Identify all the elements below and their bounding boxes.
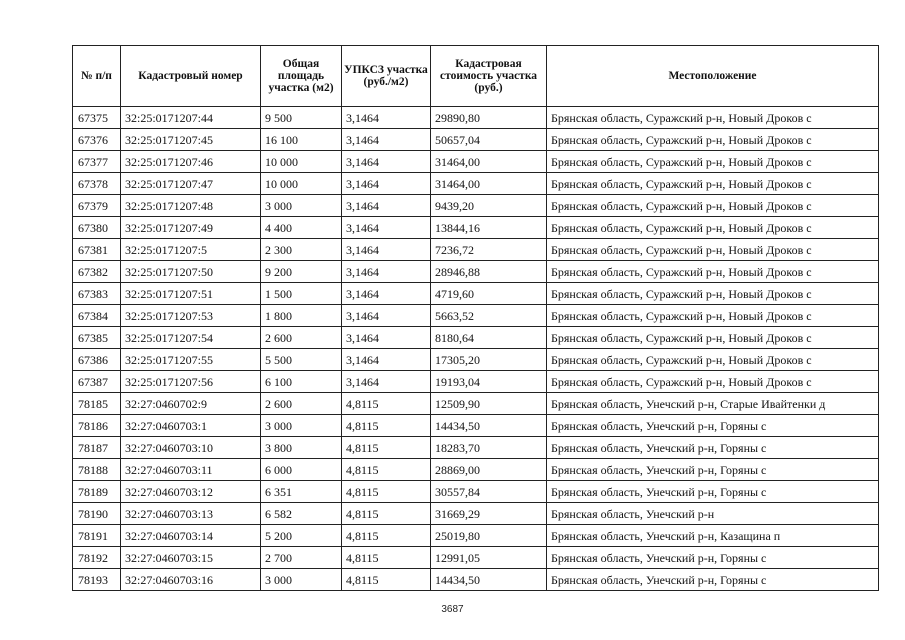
cell-area: 1 500 xyxy=(261,283,342,305)
cell-upksz: 3,1464 xyxy=(342,239,431,261)
cell-row-num: 67381 xyxy=(73,239,121,261)
table-row xyxy=(73,151,879,173)
table-row xyxy=(73,371,879,393)
cell-cadastral-number: 32:27:0460703:12 xyxy=(121,481,261,503)
cell-row-num: 78189 xyxy=(73,481,121,503)
cell-location: Брянская область, Суражский р-н, Новый Дроков с xyxy=(547,261,879,283)
cell-upksz: 3,1464 xyxy=(342,371,431,393)
cell-row-num: 67384 xyxy=(73,305,121,327)
cell-location: Брянская область, Суражский р-н, Новый Дроков с xyxy=(547,151,879,173)
table-row xyxy=(73,305,879,327)
header-area: Общая площадь участка (м2) xyxy=(261,46,342,107)
cell-area: 5 200 xyxy=(261,525,342,547)
cell-cadastral-value: 28869,00 xyxy=(431,459,547,481)
cell-row-num: 67380 xyxy=(73,217,121,239)
table-row xyxy=(73,481,879,503)
cell-cadastral-number: 32:27:0460703:13 xyxy=(121,503,261,525)
cell-location: Брянская область, Унечский р-н, Горяны с xyxy=(547,459,879,481)
cell-area: 9 200 xyxy=(261,261,342,283)
cell-upksz: 4,8115 xyxy=(342,437,431,459)
cell-cadastral-value: 13844,16 xyxy=(431,217,547,239)
table-row xyxy=(73,195,879,217)
cell-cadastral-value: 25019,80 xyxy=(431,525,547,547)
cell-cadastral-value: 17305,20 xyxy=(431,349,547,371)
cell-cadastral-value: 12509,90 xyxy=(431,393,547,415)
cell-cadastral-number: 32:27:0460703:11 xyxy=(121,459,261,481)
cell-location: Брянская область, Унечский р-н, Горяны с xyxy=(547,437,879,459)
cell-cadastral-value: 9439,20 xyxy=(431,195,547,217)
cell-cadastral-number: 32:25:0171207:54 xyxy=(121,327,261,349)
cell-location: Брянская область, Суражский р-н, Новый Дроков с xyxy=(547,283,879,305)
cell-cadastral-value: 14434,50 xyxy=(431,569,547,591)
cell-upksz: 3,1464 xyxy=(342,195,431,217)
cell-area: 6 351 xyxy=(261,481,342,503)
cell-cadastral-number: 32:25:0171207:51 xyxy=(121,283,261,305)
cell-cadastral-value: 5663,52 xyxy=(431,305,547,327)
cell-cadastral-value: 28946,88 xyxy=(431,261,547,283)
cell-cadastral-number: 32:27:0460703:16 xyxy=(121,569,261,591)
cell-area: 6 582 xyxy=(261,503,342,525)
cell-location: Брянская область, Суражский р-н, Новый Дроков с xyxy=(547,305,879,327)
table-row xyxy=(73,349,879,371)
table-body xyxy=(73,107,879,591)
table-row xyxy=(73,173,879,195)
cell-area: 3 000 xyxy=(261,415,342,437)
cell-row-num: 78187 xyxy=(73,437,121,459)
cell-area: 6 100 xyxy=(261,371,342,393)
cell-cadastral-number: 32:25:0171207:5 xyxy=(121,239,261,261)
cell-cadastral-value: 31464,00 xyxy=(431,173,547,195)
cell-cadastral-value: 18283,70 xyxy=(431,437,547,459)
table-row xyxy=(73,107,879,129)
cell-location: Брянская область, Унечский р-н, Горяны с xyxy=(547,547,879,569)
table-row xyxy=(73,503,879,525)
cell-cadastral-value: 29890,80 xyxy=(431,107,547,129)
cell-upksz: 3,1464 xyxy=(342,173,431,195)
table-row xyxy=(73,547,879,569)
cell-cadastral-value: 4719,60 xyxy=(431,283,547,305)
cell-location: Брянская область, Унечский р-н, Горяны с xyxy=(547,481,879,503)
cell-upksz: 3,1464 xyxy=(342,305,431,327)
cell-location: Брянская область, Суражский р-н, Новый Дроков с xyxy=(547,239,879,261)
cell-area: 4 400 xyxy=(261,217,342,239)
cell-upksz: 3,1464 xyxy=(342,283,431,305)
cell-cadastral-number: 32:27:0460703:1 xyxy=(121,415,261,437)
cell-area: 3 000 xyxy=(261,569,342,591)
cell-upksz: 4,8115 xyxy=(342,525,431,547)
cell-cadastral-number: 32:27:0460703:10 xyxy=(121,437,261,459)
table-row xyxy=(73,393,879,415)
cell-area: 5 500 xyxy=(261,349,342,371)
cell-cadastral-number: 32:27:0460702:9 xyxy=(121,393,261,415)
cell-row-num: 67378 xyxy=(73,173,121,195)
cell-area: 6 000 xyxy=(261,459,342,481)
cell-location: Брянская область, Суражский р-н, Новый Дроков с xyxy=(547,173,879,195)
cell-row-num: 78191 xyxy=(73,525,121,547)
cell-row-num: 78185 xyxy=(73,393,121,415)
table-row xyxy=(73,261,879,283)
cell-cadastral-number: 32:27:0460703:15 xyxy=(121,547,261,569)
cell-location: Брянская область, Суражский р-н, Новый Дроков с xyxy=(547,371,879,393)
cell-upksz: 3,1464 xyxy=(342,151,431,173)
header-location: Местоположение xyxy=(547,46,879,107)
cell-cadastral-number: 32:25:0171207:56 xyxy=(121,371,261,393)
cell-row-num: 67382 xyxy=(73,261,121,283)
cell-upksz: 3,1464 xyxy=(342,349,431,371)
cell-row-num: 67377 xyxy=(73,151,121,173)
cell-location: Брянская область, Суражский р-н, Новый Дроков с xyxy=(547,107,879,129)
cell-cadastral-value: 31669,29 xyxy=(431,503,547,525)
cell-location: Брянская область, Суражский р-н, Новый Дроков с xyxy=(547,129,879,151)
table-row xyxy=(73,327,879,349)
cadastral-value-table xyxy=(72,45,879,591)
cell-cadastral-value: 8180,64 xyxy=(431,327,547,349)
cell-upksz: 4,8115 xyxy=(342,503,431,525)
cell-location: Брянская область, Унечский р-н, Горяны с xyxy=(547,569,879,591)
cell-cadastral-value: 12991,05 xyxy=(431,547,547,569)
cell-location: Брянская область, Суражский р-н, Новый Дроков с xyxy=(547,327,879,349)
cell-location: Брянская область, Унечский р-н, Казащина п xyxy=(547,525,879,547)
cell-row-num: 67383 xyxy=(73,283,121,305)
header-num: № п/п xyxy=(73,46,121,107)
cell-cadastral-value: 31464,00 xyxy=(431,151,547,173)
cell-upksz: 3,1464 xyxy=(342,261,431,283)
table-row xyxy=(73,525,879,547)
cell-row-num: 67387 xyxy=(73,371,121,393)
cell-upksz: 3,1464 xyxy=(342,327,431,349)
table-row xyxy=(73,239,879,261)
cell-upksz: 3,1464 xyxy=(342,129,431,151)
table-row xyxy=(73,283,879,305)
cell-area: 1 800 xyxy=(261,305,342,327)
cell-area: 2 600 xyxy=(261,393,342,415)
cell-location: Брянская область, Унечский р-н, Старые Ивайтенки д xyxy=(547,393,879,415)
cell-row-num: 67376 xyxy=(73,129,121,151)
cell-area: 10 000 xyxy=(261,173,342,195)
table-row xyxy=(73,459,879,481)
cell-row-num: 67375 xyxy=(73,107,121,129)
cell-cadastral-value: 50657,04 xyxy=(431,129,547,151)
page-number: 3687 xyxy=(441,604,464,615)
cell-area: 9 500 xyxy=(261,107,342,129)
cell-cadastral-number: 32:25:0171207:44 xyxy=(121,107,261,129)
header-cadastral-number: Кадастровый номер xyxy=(121,46,261,107)
cell-cadastral-number: 32:25:0171207:45 xyxy=(121,129,261,151)
cell-row-num: 67379 xyxy=(73,195,121,217)
cell-upksz: 3,1464 xyxy=(342,217,431,239)
cell-upksz: 3,1464 xyxy=(342,107,431,129)
cell-row-num: 78188 xyxy=(73,459,121,481)
cell-cadastral-number: 32:25:0171207:47 xyxy=(121,173,261,195)
cell-cadastral-number: 32:25:0171207:46 xyxy=(121,151,261,173)
cell-area: 16 100 xyxy=(261,129,342,151)
cell-cadastral-value: 7236,72 xyxy=(431,239,547,261)
cell-row-num: 67386 xyxy=(73,349,121,371)
cell-location: Брянская область, Суражский р-н, Новый Дроков с xyxy=(547,217,879,239)
cell-cadastral-value: 14434,50 xyxy=(431,415,547,437)
table-row xyxy=(73,437,879,459)
cell-row-num: 78192 xyxy=(73,547,121,569)
cell-area: 3 800 xyxy=(261,437,342,459)
cell-row-num: 78193 xyxy=(73,569,121,591)
cell-upksz: 4,8115 xyxy=(342,393,431,415)
cadastral-table-container xyxy=(72,45,879,591)
cell-location: Брянская область, Суражский р-н, Новый Дроков с xyxy=(547,195,879,217)
cell-area: 2 700 xyxy=(261,547,342,569)
table-header xyxy=(73,46,879,107)
table-row xyxy=(73,217,879,239)
table-row xyxy=(73,569,879,591)
cell-area: 10 000 xyxy=(261,151,342,173)
cell-location: Брянская область, Суражский р-н, Новый Дроков с xyxy=(547,349,879,371)
cell-cadastral-value: 30557,84 xyxy=(431,481,547,503)
cell-cadastral-number: 32:25:0171207:48 xyxy=(121,195,261,217)
cell-upksz: 4,8115 xyxy=(342,459,431,481)
cell-cadastral-number: 32:25:0171207:49 xyxy=(121,217,261,239)
cell-upksz: 4,8115 xyxy=(342,415,431,437)
header-row xyxy=(73,46,879,107)
cell-row-num: 67385 xyxy=(73,327,121,349)
cell-area: 2 300 xyxy=(261,239,342,261)
cell-area: 2 600 xyxy=(261,327,342,349)
cell-upksz: 4,8115 xyxy=(342,481,431,503)
cell-cadastral-number: 32:25:0171207:50 xyxy=(121,261,261,283)
cell-row-num: 78190 xyxy=(73,503,121,525)
cell-area: 3 000 xyxy=(261,195,342,217)
cell-cadastral-number: 32:25:0171207:55 xyxy=(121,349,261,371)
cell-upksz: 4,8115 xyxy=(342,547,431,569)
header-cadastral-value: Кадастровая стоимость участка (руб.) xyxy=(431,46,547,107)
cell-upksz: 4,8115 xyxy=(342,569,431,591)
header-upksz: УПКСЗ участка (руб./м2) xyxy=(342,46,431,107)
table-row xyxy=(73,129,879,151)
cell-location: Брянская область, Унечский р-н xyxy=(547,503,879,525)
cell-cadastral-value: 19193,04 xyxy=(431,371,547,393)
cell-row-num: 78186 xyxy=(73,415,121,437)
table-row xyxy=(73,415,879,437)
cell-cadastral-number: 32:27:0460703:14 xyxy=(121,525,261,547)
cell-location: Брянская область, Унечский р-н, Горяны с xyxy=(547,415,879,437)
cell-cadastral-number: 32:25:0171207:53 xyxy=(121,305,261,327)
